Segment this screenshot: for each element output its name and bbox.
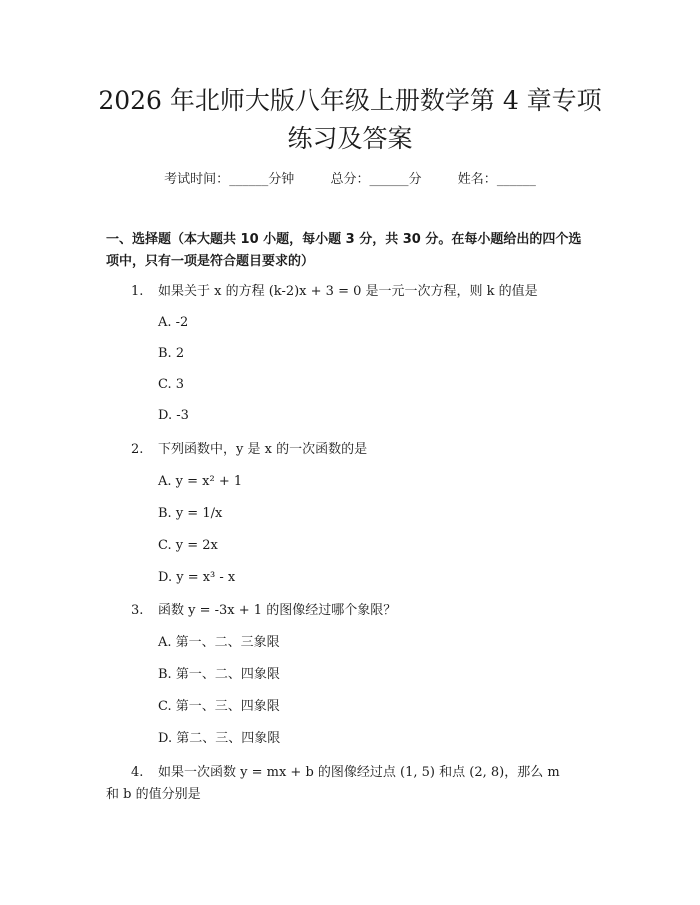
question-text: 如果关于 x 的方程 (k-2)x + 3 = 0 是一元一次方程，则 k 的值是 bbox=[158, 284, 538, 299]
option-d: D. y = x³ - x bbox=[158, 570, 236, 585]
option-c: C. 第一、三、四象限 bbox=[158, 699, 280, 714]
option-b: B. 第一、二、四象限 bbox=[158, 667, 280, 682]
question-4-continuation: 和 b 的值分别是 bbox=[106, 787, 201, 802]
question-text: 下列函数中，y 是 x 的一次函数的是 bbox=[158, 442, 368, 457]
question-number: 1. bbox=[131, 284, 144, 299]
question-text: 函数 y = -3x + 1 的图像经过哪个象限？ bbox=[158, 603, 397, 618]
title-line-2: 练习及答案 bbox=[287, 124, 413, 153]
option-b: B. y = 1/x bbox=[158, 506, 223, 521]
option-c: C. 3 bbox=[158, 377, 185, 392]
section-heading-line-1: 一、选择题（本大题共 10 小题，每小题 3 分，共 30 分。在每小题给出的四个选 bbox=[106, 232, 582, 247]
section-heading-line-2: 项中，只有一项是符合题目要求的） bbox=[106, 254, 315, 269]
title-line-1: 2026 年北师大版八年级上册数学第 4 章专项 bbox=[98, 86, 602, 115]
option-a: A. y = x² + 1 bbox=[158, 474, 243, 489]
option-d: D. -3 bbox=[158, 408, 189, 423]
question-number: 4. bbox=[131, 765, 144, 780]
question-text: 如果一次函数 y = mx + b 的图像经过点 (1, 5) 和点 (2, 8)，那么 m bbox=[158, 765, 560, 780]
score-unit: 分 bbox=[408, 172, 422, 187]
time-blank: ______ bbox=[229, 172, 269, 187]
option-c: C. y = 2x bbox=[158, 538, 218, 553]
score-blank: ______ bbox=[369, 172, 409, 187]
option-a: A. 第一、二、三象限 bbox=[158, 635, 280, 650]
question-number: 3. bbox=[131, 603, 144, 618]
option-a: A. -2 bbox=[158, 315, 189, 330]
time-unit: 分钟 bbox=[268, 172, 295, 187]
name-label: 姓名： bbox=[457, 172, 497, 187]
name-blank: ______ bbox=[496, 172, 536, 187]
question-number: 2. bbox=[131, 442, 144, 457]
option-b: B. 2 bbox=[158, 346, 185, 361]
time-label: 考试时间： bbox=[164, 172, 230, 187]
score-label: 总分： bbox=[330, 172, 370, 187]
exam-meta bbox=[0, 168, 700, 187]
option-d: D. 第二、三、四象限 bbox=[158, 731, 281, 746]
